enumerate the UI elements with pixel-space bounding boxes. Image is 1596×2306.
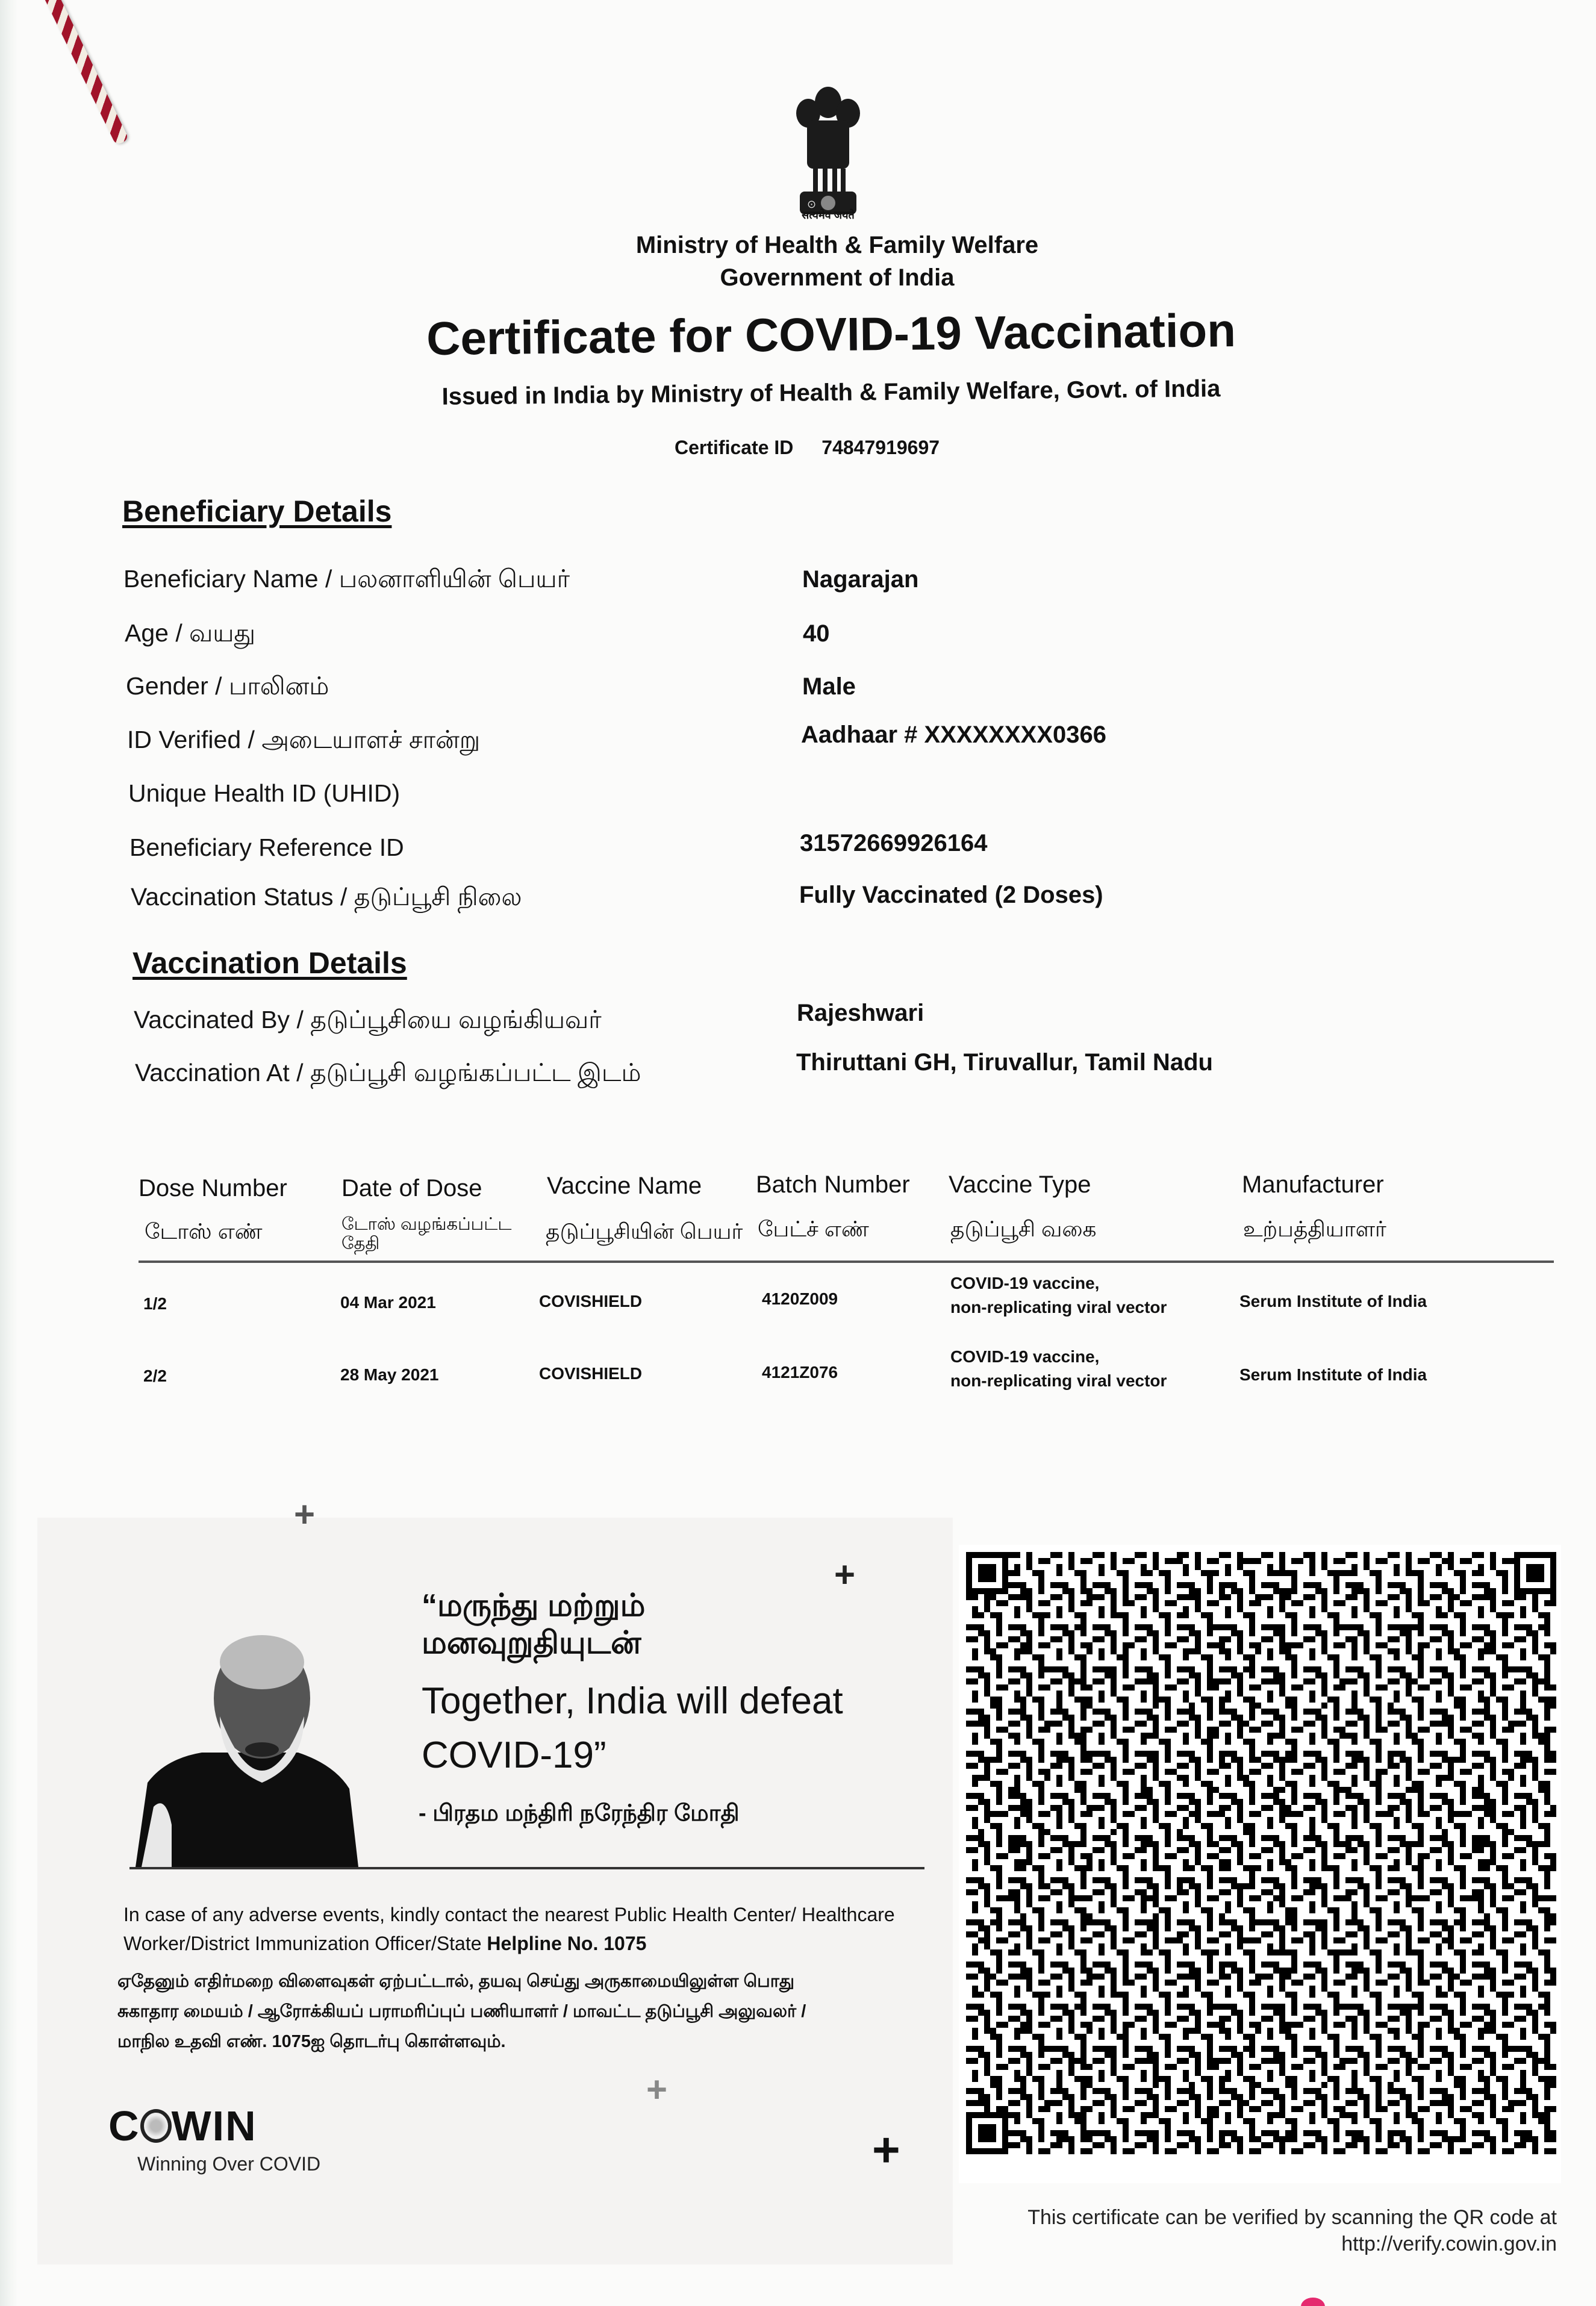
column-header-date: Date of Dose bbox=[341, 1175, 482, 1201]
paper-edge bbox=[0, 0, 18, 2306]
column-header-date-ta: டோஸ் வழங்கப்பட்ட தேதி bbox=[341, 1215, 512, 1253]
vaccine-type-line1: COVID-19 vaccine, bbox=[950, 1347, 1100, 1366]
beneficiary-details-heading: Beneficiary Details bbox=[122, 494, 392, 528]
vaccine-name-cell: COVISHIELD bbox=[539, 1292, 643, 1310]
column-header-manufacturer-ta: உற்பத்தியாளர் bbox=[1243, 1217, 1386, 1241]
vaccination-status-label: Vaccination Status / தடுப்பூசி நிலை bbox=[131, 883, 522, 911]
cowin-logo bbox=[108, 2102, 257, 2150]
vaccine-type-line2: non-replicating viral vector bbox=[950, 1298, 1167, 1317]
qr-code bbox=[966, 1552, 1556, 2154]
vaccinated-by-value: Rajeshwari bbox=[797, 1000, 924, 1026]
registration-cross-icon: + bbox=[834, 1554, 856, 1595]
column-header-dose-number-ta: டோஸ் எண் bbox=[145, 1219, 263, 1244]
column-header-manufacturer: Manufacturer bbox=[1242, 1171, 1384, 1198]
batch-number-cell: 4120Z009 bbox=[762, 1289, 838, 1308]
beneficiary-name-label: Beneficiary Name / பலனாளியின் பெயர் bbox=[123, 565, 570, 593]
id-verified-label: ID Verified / அடையாளச் சான்று bbox=[127, 726, 481, 753]
adverse-events-text: In case of any adverse events, kindly contact the nearest Public Health Center/ Healthcare Worker/District Immunization Officer/State bbox=[123, 1904, 895, 1954]
vaccine-type-cell bbox=[950, 1271, 1167, 1320]
dose-number-cell: 2/2 bbox=[143, 1366, 167, 1385]
column-header-vaccine-type: Vaccine Type bbox=[949, 1171, 1091, 1198]
certificate-id bbox=[675, 437, 940, 459]
dose-number-cell: 1/2 bbox=[143, 1294, 167, 1313]
promo-divider bbox=[129, 1867, 924, 1869]
date-cell: 04 Mar 2021 bbox=[340, 1293, 436, 1312]
svg-text:⊙: ⊙ bbox=[807, 198, 817, 211]
beneficiary-name-value: Nagarajan bbox=[802, 566, 919, 593]
vaccination-at-value: Thiruttani GH, Tiruvallur, Tamil Nadu bbox=[796, 1049, 1213, 1076]
verification-url[interactable]: http://verify.cowin.gov.in bbox=[1341, 2233, 1557, 2255]
id-verified-value: Aadhaar # XXXXXXXX0366 bbox=[801, 721, 1106, 748]
adverse-tamil-line2: சுகாதார மையம் / ஆரோக்கியப் பராமரிப்புப் பணியாளர் / மாவட்ட தடுப்பூசி அலுவலர் / bbox=[117, 2002, 806, 2021]
vaccination-at-label: Vaccination At / தடுப்பூசி வழங்கப்பட்ட இடம் bbox=[135, 1059, 641, 1086]
virus-icon bbox=[140, 2109, 172, 2143]
column-header-batch-number-ta: பேட்ச் எண் bbox=[758, 1217, 869, 1241]
quote-tamil-line2: மனவுறுதியுடன் bbox=[422, 1625, 641, 1660]
prime-minister-portrait bbox=[129, 1626, 367, 1867]
quote-english-line2: COVID-19” bbox=[422, 1734, 606, 1776]
cowin-logo-c: C bbox=[108, 2102, 140, 2149]
certificate-id-label: Certificate ID bbox=[675, 437, 794, 458]
certificate-id-value: 74847919697 bbox=[821, 437, 940, 458]
quote-tamil-line1: “மருந்து மற்றும் bbox=[422, 1588, 646, 1623]
emblem-motto: सत्यमेव जयते bbox=[802, 209, 855, 221]
ministry-heading bbox=[602, 229, 1072, 294]
manufacturer-cell: Serum Institute of India bbox=[1239, 1365, 1427, 1384]
age-value: 40 bbox=[803, 620, 830, 647]
registration-cross-icon: + bbox=[294, 1494, 316, 1535]
gender-label: Gender / பாலினம் bbox=[126, 672, 329, 700]
issued-by-subtitle: Issued in India by Ministry of Health & Family Welfare, Govt. of India bbox=[441, 375, 1221, 410]
vaccine-type-line2: non-replicating viral vector bbox=[950, 1371, 1167, 1390]
column-header-dose-number: Dose Number bbox=[139, 1175, 287, 1201]
quote-tamil bbox=[422, 1587, 646, 1662]
pink-mark bbox=[1301, 2298, 1325, 2306]
age-label: Age / வயது bbox=[125, 619, 256, 647]
adverse-tamil-line1: ஏதேனும் எதிர்மறை விளைவுகள் ஏற்பட்டால், தயவு செய்து அருகாமையிலுள்ள பொது bbox=[117, 1972, 795, 1991]
vaccine-type-cell bbox=[950, 1345, 1167, 1393]
national-emblem-icon bbox=[783, 78, 873, 217]
registration-cross-icon: + bbox=[872, 2123, 900, 2177]
quote-english-line1: Together, India will defeat bbox=[422, 1680, 843, 1722]
adverse-tamil-line3: மாநில உதவி எண். 1075ஐ தொடர்பு கொள்ளவும். bbox=[117, 2032, 506, 2051]
helpline-number: Helpline No. 1075 bbox=[487, 1933, 647, 1954]
cowin-tagline: Winning Over COVID bbox=[137, 2153, 321, 2175]
verification-text: This certificate can be verified by scanning the QR code at bbox=[1027, 2206, 1557, 2229]
gender-value: Male bbox=[802, 673, 856, 700]
batch-number-cell: 4121Z076 bbox=[762, 1363, 838, 1382]
page-title: Certificate for COVID-19 Vaccination bbox=[426, 303, 1236, 366]
column-header-vaccine-name: Vaccine Name bbox=[547, 1173, 702, 1199]
beneficiary-reference-id-value: 31572669926164 bbox=[800, 830, 988, 856]
ministry-line: Ministry of Health & Family Welfare bbox=[635, 232, 1039, 258]
string-tie bbox=[42, 0, 129, 146]
date-cell: 28 May 2021 bbox=[340, 1365, 439, 1384]
manufacturer-cell: Serum Institute of India bbox=[1239, 1292, 1427, 1310]
government-line: Government of India bbox=[720, 264, 955, 291]
cowin-logo-win: WIN bbox=[171, 2102, 257, 2149]
column-header-batch-number: Batch Number bbox=[756, 1171, 910, 1198]
vaccination-details-heading: Vaccination Details bbox=[132, 946, 407, 980]
column-header-vaccine-name-ta: தடுப்பூசியின் பெயர் bbox=[546, 1219, 743, 1244]
qr-code-container bbox=[959, 1545, 1561, 2183]
uhid-label: Unique Health ID (UHID) bbox=[128, 779, 401, 807]
table-divider bbox=[139, 1261, 1554, 1263]
quote-attribution: - பிரதம மந்திரி நரேந்திர மோதி bbox=[419, 1801, 740, 1826]
vaccination-status-value: Fully Vaccinated (2 Doses) bbox=[799, 882, 1103, 908]
quote-english bbox=[422, 1674, 843, 1783]
verification-note bbox=[1027, 2204, 1557, 2257]
registration-cross-icon: + bbox=[646, 2069, 668, 2110]
vaccine-type-line1: COVID-19 vaccine, bbox=[950, 1274, 1100, 1292]
beneficiary-reference-id-label: Beneficiary Reference ID bbox=[129, 834, 404, 861]
vaccinated-by-label: Vaccinated By / தடுப்பூசியை வழங்கியவர் bbox=[134, 1006, 602, 1033]
column-header-vaccine-type-ta: தடுப்பூசி வகை bbox=[950, 1217, 1097, 1241]
vaccine-name-cell: COVISHIELD bbox=[539, 1364, 643, 1383]
adverse-events-notice bbox=[123, 1900, 906, 1958]
adverse-events-notice-tamil bbox=[117, 1966, 918, 2057]
